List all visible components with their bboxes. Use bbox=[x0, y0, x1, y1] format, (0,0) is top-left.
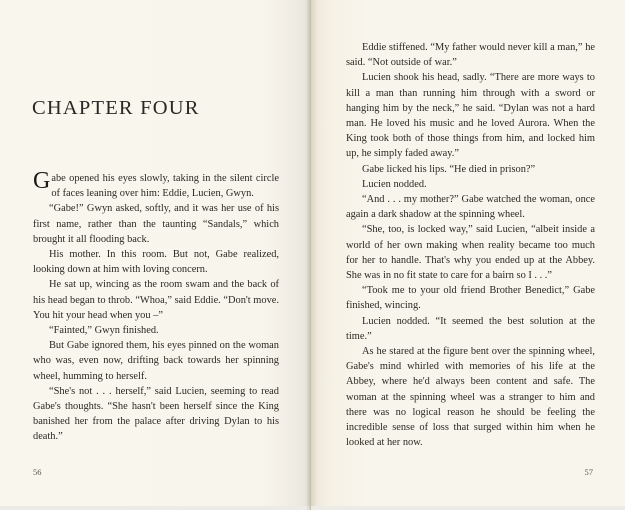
paragraph: “Gabe!” Gwyn asked, softly, and it was her use of his first name, rather than the taunting “Sandals,” which brought it all flooding back. bbox=[33, 203, 279, 245]
paragraph: Lucien shook his head, sadly. “There are more ways to kill a man than running him through with a sword or hanging him by the neck,” he said. “Dylan was not a hard man. He loved his music and he loved Aurora. When the King took both of those things from him, and locked him up, he simply faded away.” bbox=[346, 72, 595, 160]
paragraph: His mother. In this room. But not, Gabe realized, looking down at him with loving concern. bbox=[33, 249, 279, 276]
paragraph: Gabe licked his lips. “He died in prison?” bbox=[362, 163, 536, 175]
paragraph: “She, too, is locked way,” said Lucien, “albeit inside a world of her own making when reality became too much for her to handle. That's why you ended up at the Abbey. She was in no fit state to care for a bairn so I . . .” bbox=[346, 224, 595, 282]
paragraph: “Took me to your old friend Brother Benedict,” Gabe finished, wincing. bbox=[346, 285, 595, 312]
paragraph: Lucien nodded. bbox=[362, 178, 427, 190]
paragraph: Gabe opened his eyes slowly, taking in the silent circle of faces leaning over him: Eddie, Lucien, Gwyn. bbox=[33, 168, 279, 200]
paragraph: “She's not . . . herself,” said Lucien, seeming to read Gabe's thoughts. “She hasn't been herself since the King banished her from the palace after driving Dylan to his death.” bbox=[33, 385, 279, 443]
left-page-body bbox=[33, 168, 279, 445]
left-page bbox=[0, 0, 310, 510]
paragraph: “Fainted,” Gwyn finished. bbox=[49, 325, 159, 337]
page-edge bbox=[0, 506, 310, 510]
page-number: 57 bbox=[584, 467, 593, 477]
page-edge bbox=[311, 506, 625, 510]
paragraph: Eddie stiffened. “My father would never kill a man,” he said. “Not outside of war.” bbox=[346, 42, 595, 69]
drop-cap: G bbox=[33, 168, 51, 194]
right-page bbox=[310, 0, 625, 510]
paragraph: As he stared at the figure bent over the spinning wheel, Gabe's mind whirled with memories of his life at the Abbey, where he'd always been content and safe. The woman at the spinning wheel was a stranger to him and there was no logical reason he should be feeling the incredible sense of loss that surged within him when he looked at her now. bbox=[346, 346, 595, 449]
paragraph: But Gabe ignored them, his eyes pinned on the woman who was, even now, drifting back towards her spinning wheel, humming to herself. bbox=[33, 340, 279, 382]
paragraph: Lucien nodded. “It seemed the best solution at the time.” bbox=[346, 315, 595, 342]
right-page-body bbox=[346, 40, 595, 450]
page-number: 56 bbox=[33, 467, 42, 477]
paragraph: “And . . . my mother?” Gabe watched the woman, once again a dark shadow at the spinning wheel. bbox=[346, 194, 595, 221]
chapter-title: CHAPTER FOUR bbox=[32, 97, 200, 119]
paragraph: He sat up, wincing as the room swam and the back of his head began to throb. “Whoa,” said Eddie. “Don't move. You hit your head when you –” bbox=[33, 279, 279, 321]
